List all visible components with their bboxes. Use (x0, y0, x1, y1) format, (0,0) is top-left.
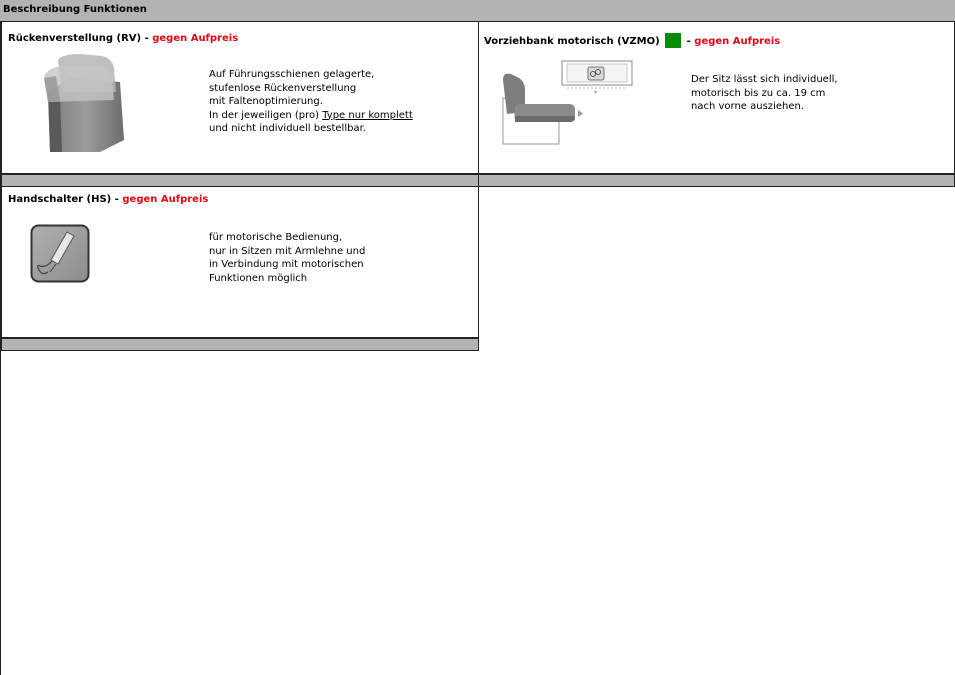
section-vzmo-description: Der Sitz lässt sich individuell, motorisch bis zu ca. 19 cm nach vorne ausziehen. (691, 74, 838, 112)
section-vzmo-name: Vorziehbank motorisch (VZMO) (484, 36, 660, 47)
section-rv-price: gegen Aufpreis (152, 33, 239, 44)
section-hs (1, 187, 479, 338)
green-color-swatch (665, 33, 681, 48)
section-rv-title: Rückenverstellung (RV) - gegen Aufpreis (8, 33, 239, 44)
header-bar (0, 0, 955, 22)
section-hs-description: für motorische Bedienung, nur in Sitzen mit Armlehne und in Verbindung mit motorischen Funktionen möglich (209, 232, 366, 284)
section-rv-description: Auf Führungsschienen gelagerte, stufenlose Rückenverstellung mit Faltenoptimierung. In der jeweiligen (pro) Type nur komplett und nicht individuell bestellbar. (209, 69, 413, 134)
section-rv (1, 22, 479, 174)
backrest-adjustment-illustration (40, 52, 130, 154)
section-rv-footer-bar (1, 174, 479, 187)
header-title: Beschreibung Funktionen (3, 4, 147, 15)
section-hs-footer-bar (1, 338, 479, 351)
section-hs-price: gegen Aufpreis (122, 194, 209, 205)
section-vzmo (479, 22, 955, 174)
section-hs-name: Handschalter (HS) (8, 194, 112, 205)
section-rv-name: Rückenverstellung (RV) (8, 33, 142, 44)
section-hs-title: Handschalter (HS) - gegen Aufpreis (8, 194, 209, 205)
motorized-pull-out-seat-illustration (499, 58, 639, 150)
hand-switch-icon (30, 224, 92, 284)
section-vzmo-title: Vorziehbank motorisch (VZMO) - gegen Aufpreis (484, 33, 780, 48)
order-note-underlined: Type nur komplett (322, 109, 413, 121)
section-vzmo-footer-bar (479, 174, 955, 187)
section-vzmo-price: gegen Aufpreis (694, 36, 781, 47)
